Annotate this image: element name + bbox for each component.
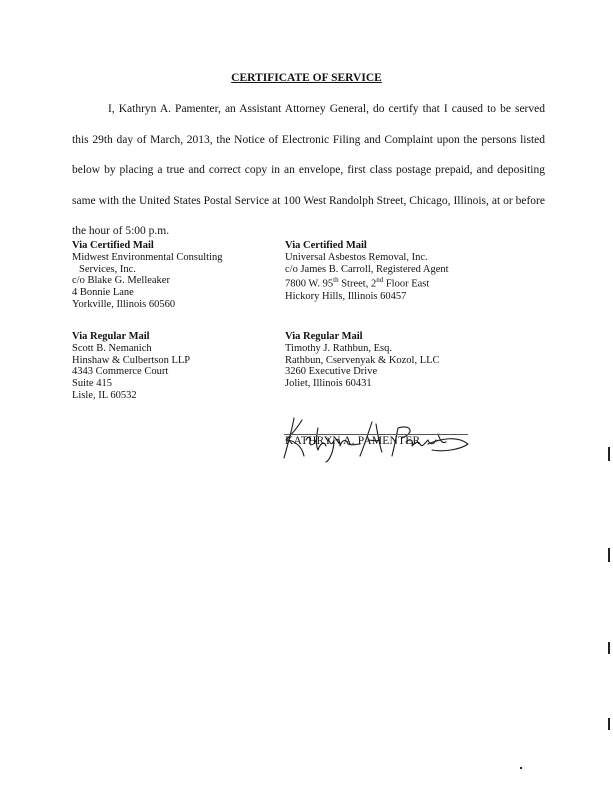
delivery-method: Via Certified Mail: [285, 240, 367, 251]
recipient-line: Midwest Environmental Consulting: [72, 251, 223, 263]
ordinal-suffix: th: [333, 276, 339, 285]
recipient-line: 3260 Executive Drive: [285, 366, 378, 378]
address-part: Floor East: [383, 278, 430, 290]
recipient-line: Joliet, Illinois 60431: [285, 378, 372, 390]
recipient-line: Yorkville, Illinois 60560: [72, 298, 176, 310]
scan-artifact: [608, 447, 610, 461]
scan-artifact: [520, 767, 522, 769]
recipient-line: Timothy J. Rathbun, Esq.: [285, 342, 392, 354]
recipient-block-regular-1: [72, 331, 190, 402]
signer-name: KATHRYN A. PAMENTER: [285, 435, 421, 447]
recipient-line: Suite 415: [72, 378, 112, 390]
scan-artifact: [608, 548, 610, 562]
recipient-line: Universal Asbestos Removal, Inc.: [285, 251, 428, 263]
address-part: Street, 2: [338, 278, 377, 290]
recipient-line: c/o James B. Carroll, Registered Agent: [285, 263, 449, 275]
recipient-block-certified-1: [72, 240, 223, 311]
recipient-line: Hickory Hills, Illinois 60457: [285, 290, 407, 302]
recipient-line: Hinshaw & Culbertson LLP: [72, 354, 191, 366]
recipient-line: Scott B. Nemanich: [72, 342, 152, 354]
recipient-line: Services, Inc.: [79, 263, 136, 275]
recipient-block-regular-2: [285, 331, 440, 390]
address-part: 7800 W. 95: [285, 278, 334, 290]
recipient-line: c/o Blake G. Melleaker: [72, 275, 170, 287]
recipient-line: Rathbun, Cservenyak & Kozol, LLC: [285, 354, 440, 366]
recipient-address-line: [285, 275, 449, 290]
recipient-line: 4 Bonnie Lane: [72, 287, 134, 299]
recipient-line: Lisle, IL 60532: [72, 389, 137, 401]
recipient-block-certified-2: [285, 240, 449, 302]
scan-artifact: [608, 642, 610, 654]
certification-paragraph: I, Kathryn A. Pamenter, an Assistant Attorney General, do certify that I caused to be served this 29th day of March, 2013, the Notice of Electronic Filing and Complaint upon the persons listed below by placing a true and correct copy in an envelope, first class postage prepaid, and depositing same with the United States Postal Service at 100 West Randolph Street, Chicago, Illinois, at or before the hour of 5:00 p.m.: [72, 103, 545, 237]
ordinal-suffix: nd: [376, 276, 384, 285]
delivery-method: Via Certified Mail: [72, 240, 154, 251]
delivery-method: Via Regular Mail: [285, 331, 363, 342]
scan-artifact: [608, 718, 610, 730]
delivery-method: Via Regular Mail: [72, 331, 150, 342]
page-title: CERTIFICATE OF SERVICE: [231, 72, 382, 84]
recipient-line: 4343 Commerce Court: [72, 366, 169, 378]
